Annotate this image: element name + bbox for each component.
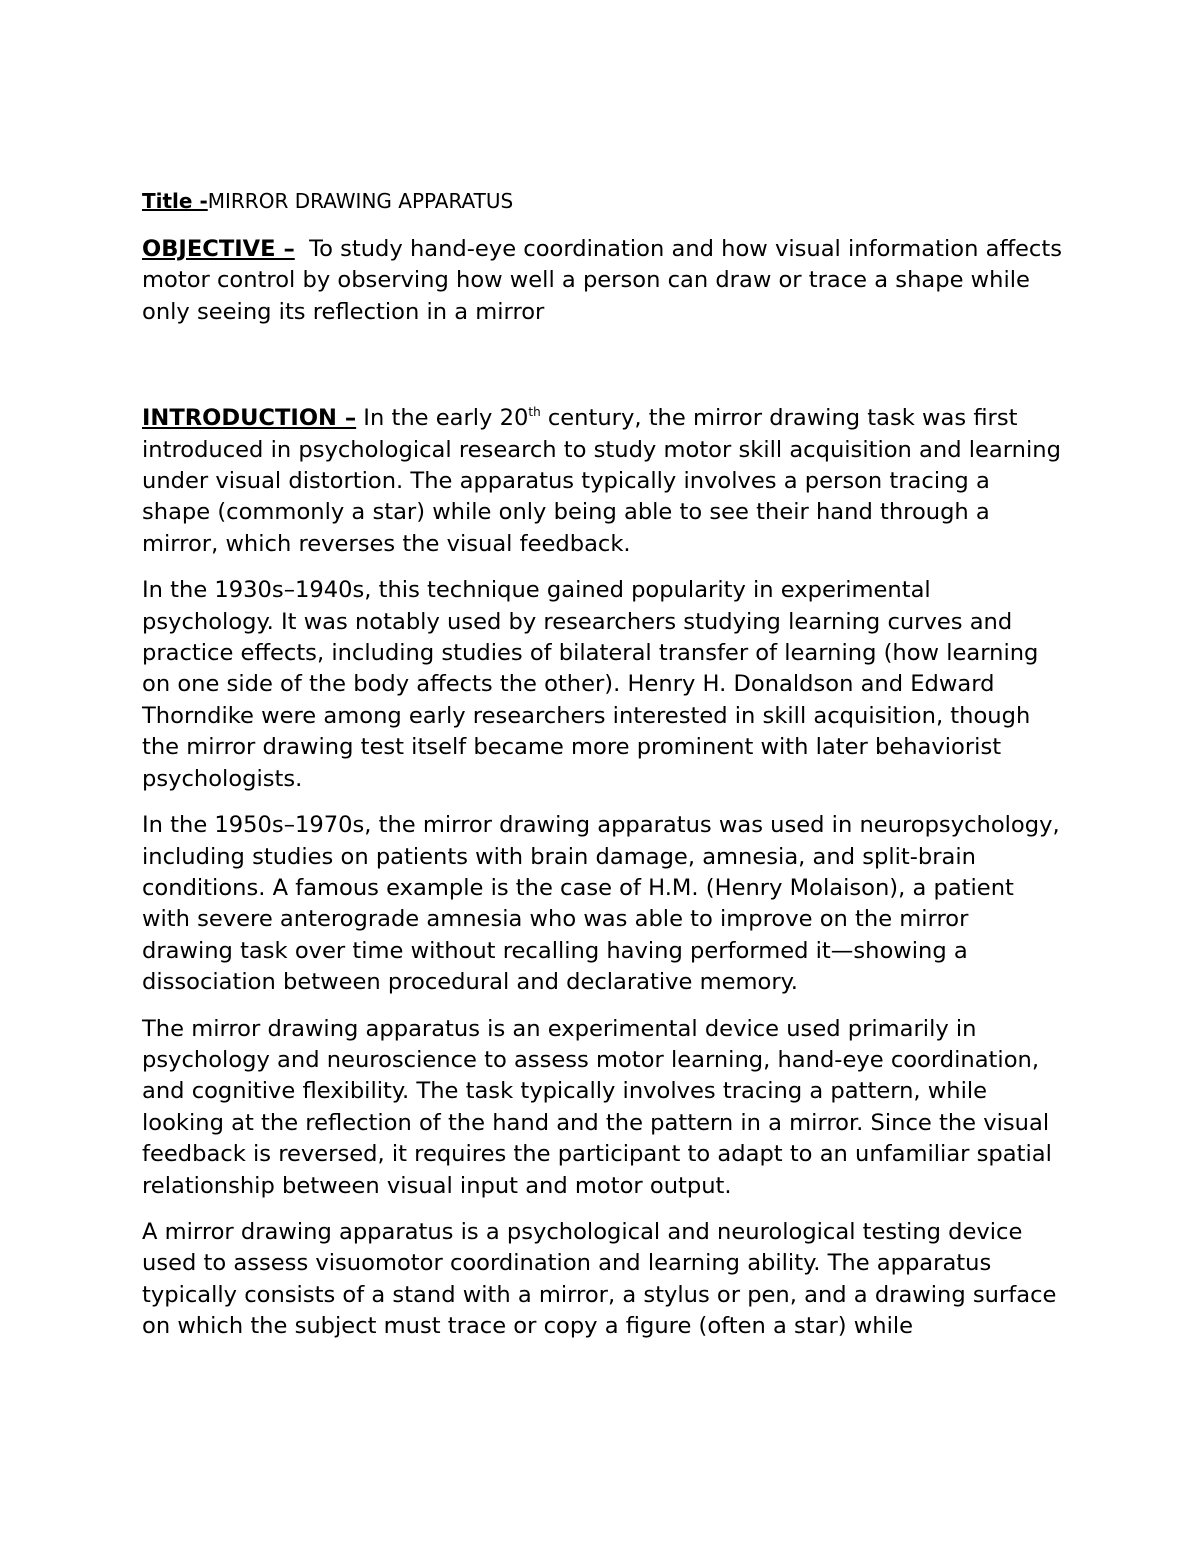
introduction-text-start: In the early 20	[356, 405, 529, 432]
objective-text: To study hand-eye coordination and how visual information affects motor control by observing how well a person can draw or trace a shape while only seeing its reflection in a mirror	[142, 236, 1070, 325]
introduction-text-rest: century, the mirror drawing task was first introduced in psychological research to study motor skill acquisition and learning under visual distortion. The apparatus typically involves a person tracing a shape (commonly a star) while only being able to see their hand through a mirror, which reverses the visual feedback.	[142, 405, 1061, 557]
body-paragraph-1930s: In the 1930s–1940s, this technique gained popularity in experimental psychology. It was notably used by researchers studying learning curves and practice effects, including studies of bilateral transfer of learning (how learning on one side of the body affects the other). Henry H. Donaldson and Edward Thorndike were among early researchers interested in skill acquisition, though the mirror drawing test itself became more prominent with later behaviorist psychologists.	[142, 577, 1039, 792]
objective-label: OBJECTIVE –	[142, 236, 295, 262]
document-title	[142, 186, 1062, 217]
body-paragraph-1950s: In the 1950s–1970s, the mirror drawing apparatus was used in neuropsychology, including studies on patients with brain damage, amnesia, and split-brain conditions. A famous example is the case of H.M. (Henry Molaison), a patient with severe anterograde amnesia who was able to improve on the mirror drawing task over time without recalling having performed it—showing a dissociation between procedural and declarative memory.	[142, 812, 1060, 996]
document-page	[142, 186, 1070, 1358]
body-paragraph-definition: The mirror drawing apparatus is an experimental device used primarily in psychology and neuroscience to assess motor learning, hand-eye coordination, and cognitive flexibility. The task typically involves tracing a pattern, while looking at the reflection of the hand and the pattern in a mirror. Since the visual feedback is reversed, it requires the participant to adapt to an unfamiliar spatial relationship between visual input and motor output.	[142, 1015, 1052, 1199]
introduction-paragraph	[142, 403, 1062, 560]
objective-paragraph	[142, 234, 1070, 328]
body-paragraph-apparatus: A mirror drawing apparatus is a psychological and neurological testing device used to assess visuomotor coordination and learning ability. The apparatus typically consists of a stand with a mirror, a stylus or pen, and a drawing surface on which the subject must trace or copy a figure (often a star) while	[142, 1218, 1057, 1340]
introduction-superscript: th	[528, 405, 541, 420]
introduction-label: INTRODUCTION –	[142, 405, 357, 432]
title-value: MIRROR DRAWING APPARATUS	[207, 189, 514, 213]
title-label: Title -	[142, 189, 208, 213]
